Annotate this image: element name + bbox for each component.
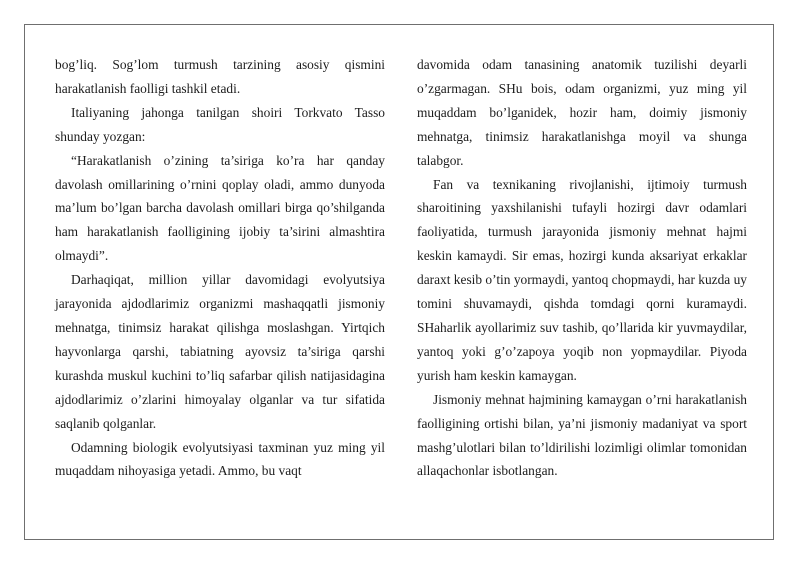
paragraph: Jismoniy mehnat hajmining kamaygan o’rni harakatlanish faolligining ortishi bilan, ya’ni jismoniy madaniyat va sport mashg’ulotlari bilan to’ldirilishi lozimligi olimlar tomonidan allaqachonlar isbotlangan. — [417, 391, 747, 479]
paragraph: Fan va texnikaning rivojlanishi, ijtimoiy turmush sharoitining yaxshilanishi tufayli hozirgi davr odamlari faoliyatida, turmush jarayonida jismoniy mehnat hajmi keskin kamaydi. Sir emas, hozirgi kunda aksariyat erkaklar daraxt kesib o’tin yormaydi, yantoq chopmaydi, har kuzda uy tomini shuvamaydi, qishda tomdagi qorni kuramaydi. SHaharlik ayollarimiz suv tashib, qo’llarida kir yuvmaydilar, yantoq yoki g’o’zapoya yoqib non yopmaydilar. Piyoda yurish ham keskin kamaygan. — [417, 176, 747, 383]
paragraph: davomida odam tanasining anatomik tuzilishi deyarli o’zgarmagan. SHu bois, odam organizmi, yuz ming yil muqaddam bo’lganidek, hozir ham, doimiy jismoniy mehnatga, tinimsiz harakatlanishga moyil va shunga talabgor. — [417, 57, 747, 168]
paragraph: Italiyaning jahonga tanilgan shoiri Torkvato Tasso shunday yozgan: — [55, 104, 385, 144]
right-text-column — [417, 53, 747, 483]
paragraph: Darhaqiqat, million yillar davomidagi evolyutsiya jarayonida ajdodlarimiz organizmi mashaqqatli jismoniy mehnatga, tinimsiz harakat qilishga moslashgan. Yirtqich hayvonlarga qarshi, tabiatning ayovsiz ta’siriga qarshi kurashda muskul kuchini to’liq safarbar qilish natijasidagina ajdodlarimiz o’zlarini himoyalay olganlar va tur sifatida saqlanib qolganlar. — [55, 272, 385, 431]
paragraph: bog’liq. Sog’lom turmush tarzining asosiy qismini harakatlanish faolligi tashkil etadi. — [55, 57, 385, 96]
quote-paragraph: “Harakatlanish o’zining ta’siriga ko’ra har qanday davolash omillarining o’rnini qoplay oladi, ammo dunyoda ma’lum bo’lgan barcha davolash omillari birga qo’shilganda ham harakatlanish faolligining ijobiy ta’sirini almashtira olmaydi”. — [55, 152, 385, 264]
paragraph: Odamning biologik evolyutsiyasi taxminan yuz ming yil muqaddam nihoyasiga yetadi. Ammo, bu vaqt — [55, 439, 385, 479]
left-text-column — [55, 53, 385, 483]
page-frame — [24, 24, 774, 540]
